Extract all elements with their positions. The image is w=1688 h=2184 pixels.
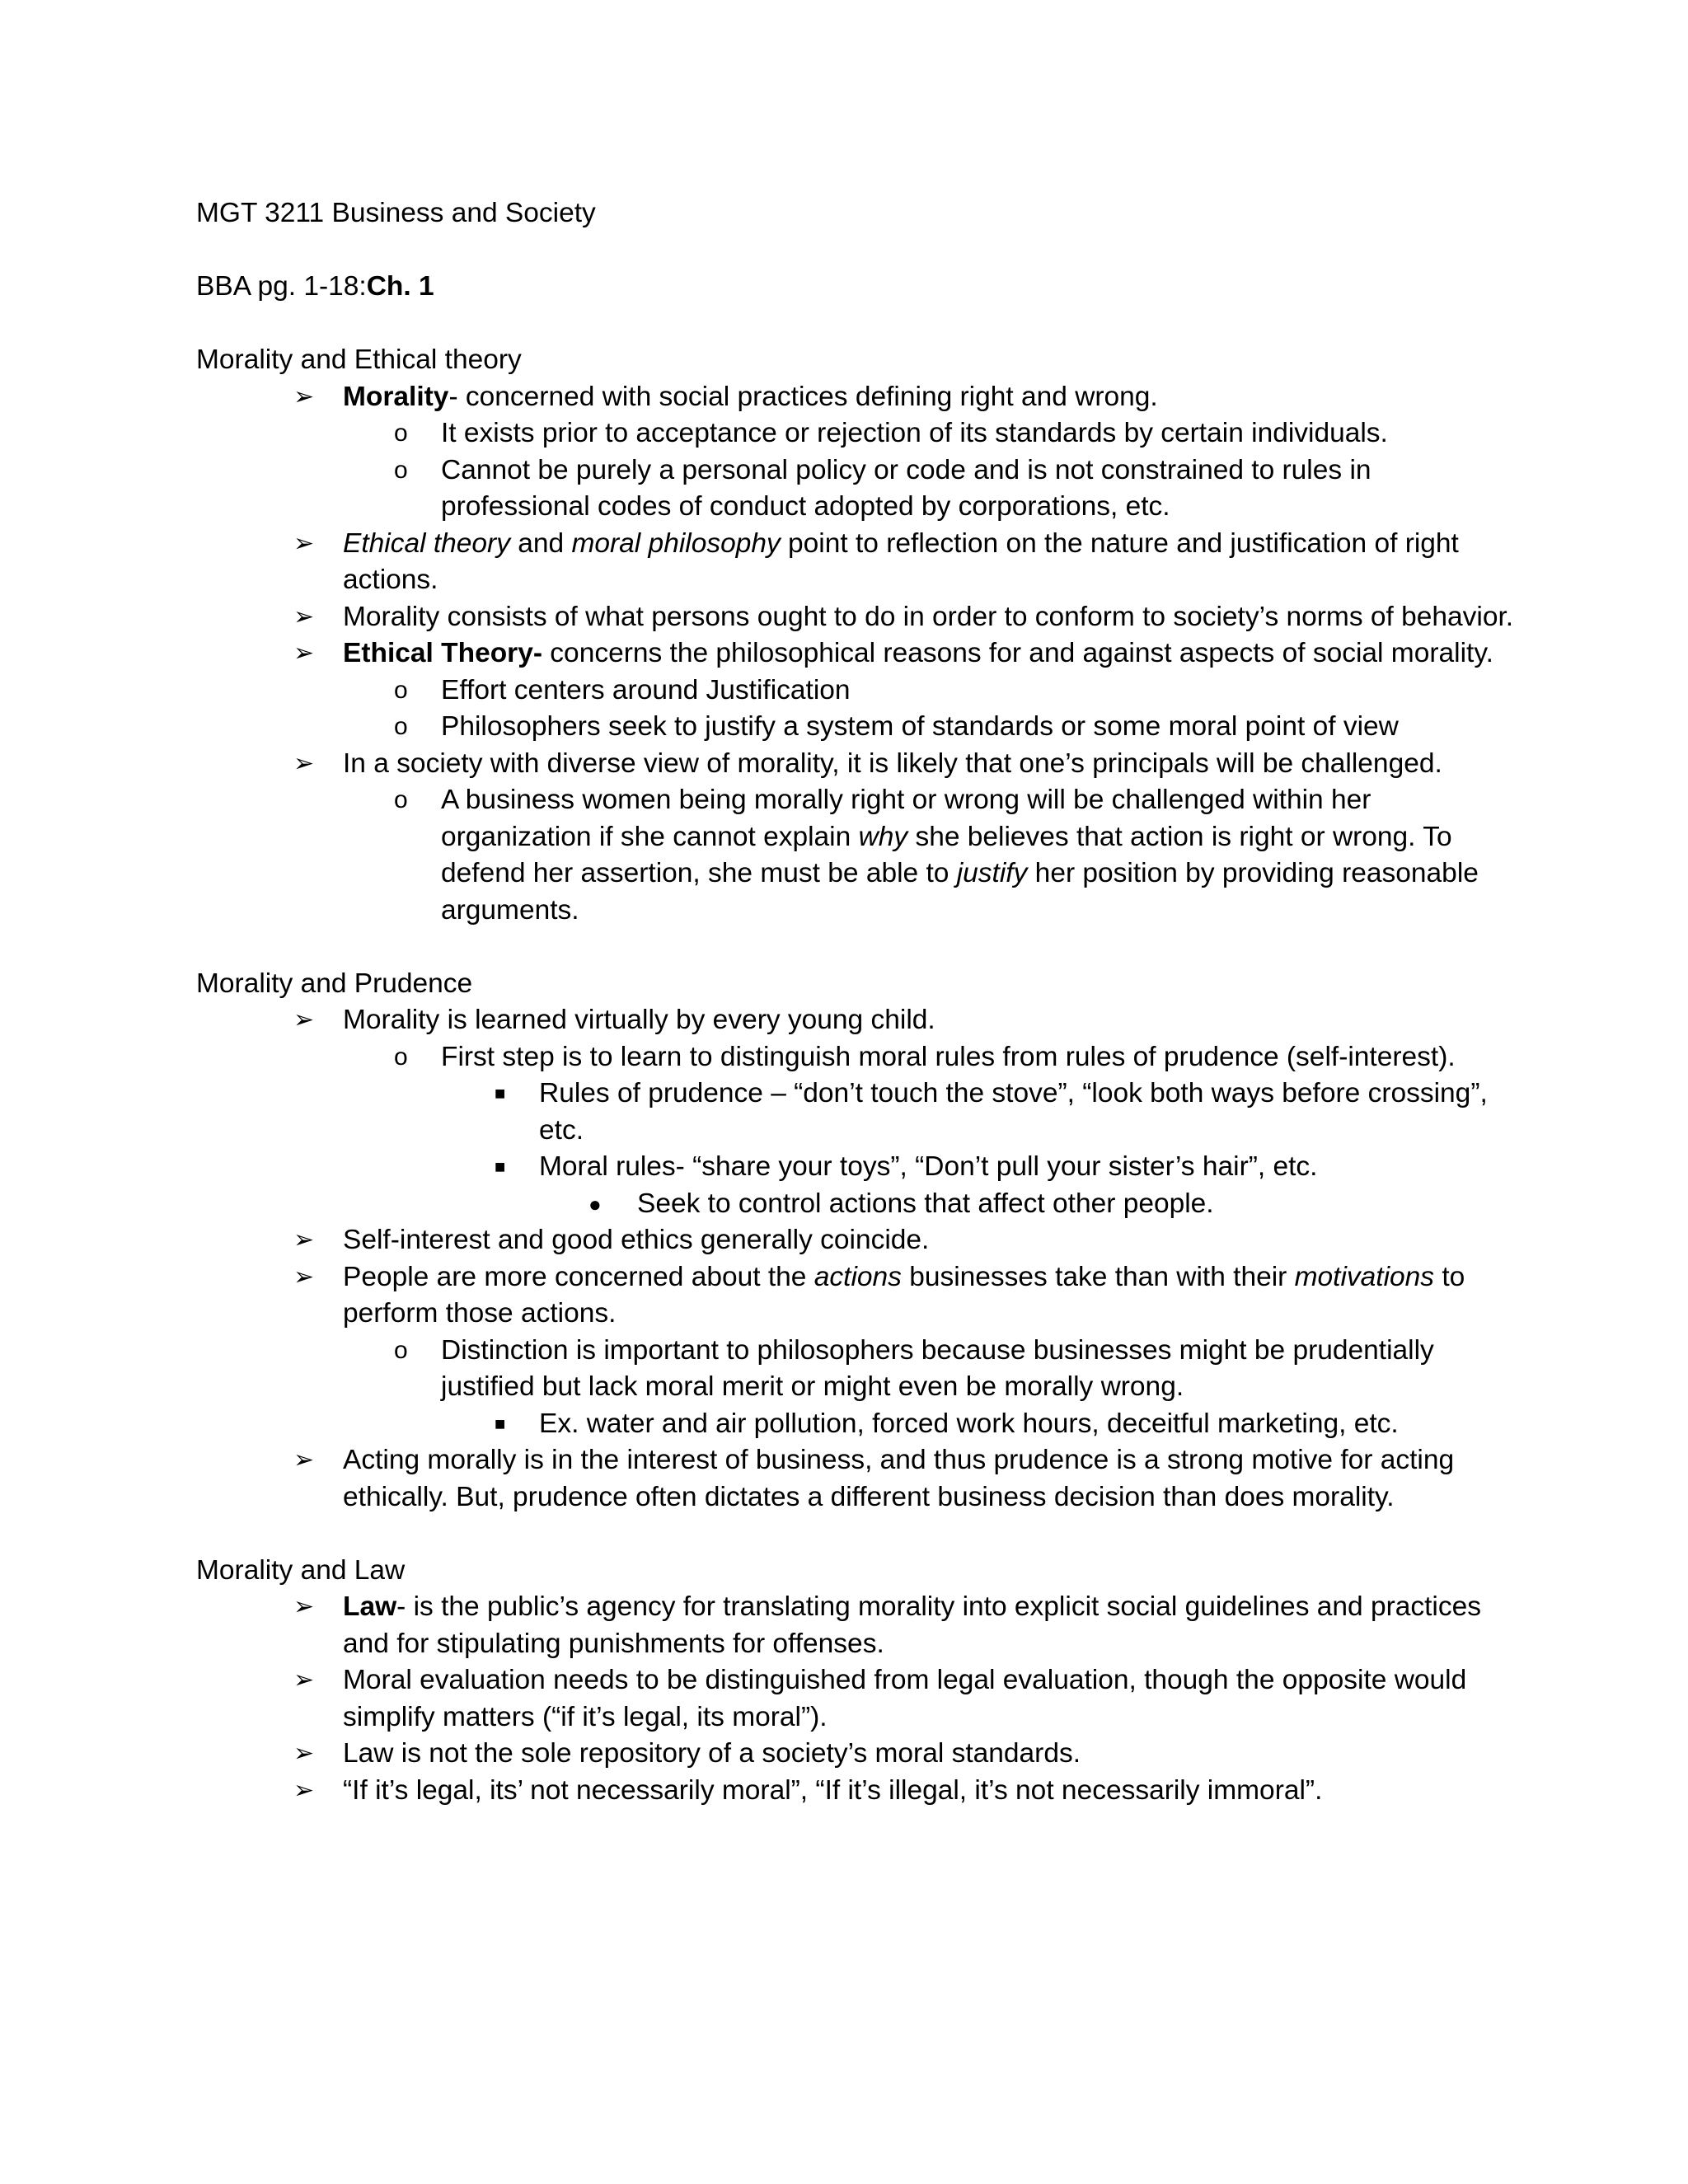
bullet-item <box>196 709 1523 746</box>
circle-bullet-icon: o <box>394 1336 408 1364</box>
circle-bullet-icon: o <box>394 1043 408 1071</box>
reading-pages: BBA pg. 1-18: <box>196 271 367 302</box>
bullet-item <box>196 1736 1523 1773</box>
text-run: Moral evaluation needs to be distinguished from legal evaluation, though the opposite would simplify matters (“if it’s legal, its moral”). <box>343 1665 1467 1732</box>
bullet-item <box>196 1406 1523 1443</box>
text-run: Morality consists of what persons ought to do in order to conform to society’s norms of behavior. <box>343 601 1514 632</box>
dot-bullet-icon: ● <box>588 1191 602 1216</box>
bullet-item <box>196 1589 1523 1662</box>
text-run: Moral rules- “share your toys”, “Don’t pull your sister’s hair”, etc. <box>539 1151 1318 1182</box>
section <box>196 1553 1523 1810</box>
text-run: concerns the philosophical reasons for and against aspects of social morality. <box>542 638 1493 668</box>
bullet-item <box>196 599 1523 636</box>
text-run: A business women being morally right or wrong will be challenged within her organization if she cannot explain <box>441 785 1372 852</box>
section <box>196 966 1523 1516</box>
notes-sections <box>196 342 1523 1809</box>
bullet-item <box>196 526 1523 599</box>
square-bullet-icon: ■ <box>495 1156 506 1177</box>
section-heading: Morality and Ethical theory <box>196 344 522 375</box>
bullet-item <box>196 1442 1523 1516</box>
bullet-item <box>196 673 1523 710</box>
bullet-item <box>196 782 1523 929</box>
text-run: Law <box>343 1591 397 1622</box>
spacer <box>196 929 1523 966</box>
text-run: First step is to learn to distinguish moral rules from rules of prudence (self-interest). <box>441 1041 1456 1072</box>
arrowhead-bullet-icon: ➢ <box>293 1666 315 1694</box>
arrowhead-bullet-icon: ➢ <box>293 602 315 630</box>
text-run: Ethical Theory- <box>343 638 542 668</box>
text-run: “If it’s legal, its’ not necessarily moral”, “If it’s illegal, it’s not necessarily immoral”. <box>343 1774 1323 1806</box>
bullet-item <box>196 1333 1523 1406</box>
bullet-item <box>196 1039 1523 1076</box>
arrowhead-bullet-icon: ➢ <box>293 1006 315 1033</box>
arrowhead-bullet-icon: ➢ <box>293 640 315 667</box>
text-run: point to reflection on the nature and justification of right actions. <box>343 527 1459 595</box>
reading-reference <box>196 269 1523 306</box>
text-run: Morality is learned virtually by every young child. <box>343 1005 935 1035</box>
circle-bullet-icon: o <box>394 713 408 740</box>
arrowhead-bullet-icon: ➢ <box>293 1593 315 1620</box>
text-run: - concerned with social practices defining right and wrong. <box>448 381 1158 412</box>
arrowhead-bullet-icon: ➢ <box>293 1776 315 1804</box>
section <box>196 342 1523 929</box>
bullet-item <box>196 635 1523 673</box>
spacer <box>196 1516 1523 1553</box>
text-run: Morality <box>343 381 449 412</box>
text-run: her position by providing reasonable arguments. <box>441 858 1479 926</box>
circle-bullet-icon: o <box>394 419 408 447</box>
arrowhead-bullet-icon: ➢ <box>293 529 315 557</box>
bullet-item <box>196 1149 1523 1186</box>
text-run: justify <box>956 858 1028 888</box>
text-run: actions <box>814 1261 902 1292</box>
bullet-item <box>196 1076 1523 1149</box>
arrowhead-bullet-icon: ➢ <box>293 1263 315 1291</box>
arrowhead-bullet-icon: ➢ <box>293 1740 315 1767</box>
bullet-item <box>196 1186 1523 1223</box>
text-run: Seek to control actions that affect other people. <box>637 1188 1214 1219</box>
document-body <box>196 195 1523 1809</box>
text-run: Ex. water and air pollution, forced work hours, deceitful marketing, etc. <box>539 1408 1399 1439</box>
bullet-item <box>196 1773 1523 1810</box>
square-bullet-icon: ■ <box>495 1083 506 1104</box>
text-run: and <box>509 527 572 559</box>
arrowhead-bullet-icon: ➢ <box>293 1226 315 1254</box>
text-run: Ethical theory <box>343 527 510 559</box>
text-run: - is the public’s agency for translating morality into explicit social guidelines and practices and for stipulating punishments for offenses. <box>343 1591 1481 1659</box>
arrowhead-bullet-icon: ➢ <box>293 1446 315 1474</box>
section-heading: Morality and Prudence <box>196 968 473 999</box>
bullet-item <box>196 1662 1523 1736</box>
bullet-item <box>196 452 1523 526</box>
course-title: MGT 3211 Business and Society <box>196 198 596 228</box>
text-run: It exists prior to acceptance or rejection of its standards by certain individuals. <box>441 418 1388 448</box>
text-run: Self-interest and good ethics generally coincide. <box>343 1225 930 1255</box>
spacer <box>196 232 1523 269</box>
bullet-item <box>196 415 1523 452</box>
arrowhead-bullet-icon: ➢ <box>293 749 315 777</box>
text-run: Cannot be purely a personal policy or code and is not constrained to rules in professional codes of conduct adopted by corporations, etc. <box>441 454 1372 522</box>
text-run: Effort centers around Justification <box>441 674 851 705</box>
circle-bullet-icon: o <box>394 456 408 484</box>
text-run: why <box>858 821 908 852</box>
arrowhead-bullet-icon: ➢ <box>293 382 315 410</box>
spacer <box>196 306 1523 343</box>
section-heading: Morality and Law <box>196 1554 406 1586</box>
text-run: she believes that action is right or wrong. To defend her assertion, she must be able to <box>441 821 1452 888</box>
text-run: Law is not the sole repository of a society’s moral standards. <box>343 1738 1081 1769</box>
text-run: Philosophers seek to justify a system of standards or some moral point of view <box>441 711 1399 742</box>
bullet-item <box>196 1222 1523 1259</box>
bullet-item <box>196 1002 1523 1039</box>
text-run: Acting morally is in the interest of business, and thus prudence is a strong motive for acting ethically. But, prudence often dictates a different business decision than does morality. <box>343 1445 1455 1512</box>
circle-bullet-icon: o <box>394 676 408 704</box>
bullet-item <box>196 1259 1523 1333</box>
square-bullet-icon: ■ <box>495 1413 506 1434</box>
text-run: moral philosophy <box>571 527 781 559</box>
text-run: motivations <box>1294 1261 1435 1292</box>
text-run: People are more concerned about the <box>343 1261 814 1292</box>
bullet-item <box>196 746 1523 783</box>
text-run: Rules of prudence – “don’t touch the stove”, “look both ways before crossing”, etc. <box>539 1078 1488 1146</box>
bullet-item <box>196 379 1523 416</box>
text-run: businesses take than with their <box>901 1261 1295 1292</box>
text-run: Distinction is important to philosophers because businesses might be prudentially justified but lack moral merit or might even be morally wrong. <box>441 1334 1434 1402</box>
text-run: In a society with diverse view of morality, it is likely that one’s principals will be challenged. <box>343 748 1442 779</box>
circle-bullet-icon: o <box>394 786 408 813</box>
chapter-label: Ch. 1 <box>366 271 434 302</box>
text-run: to perform those actions. <box>343 1261 1465 1329</box>
